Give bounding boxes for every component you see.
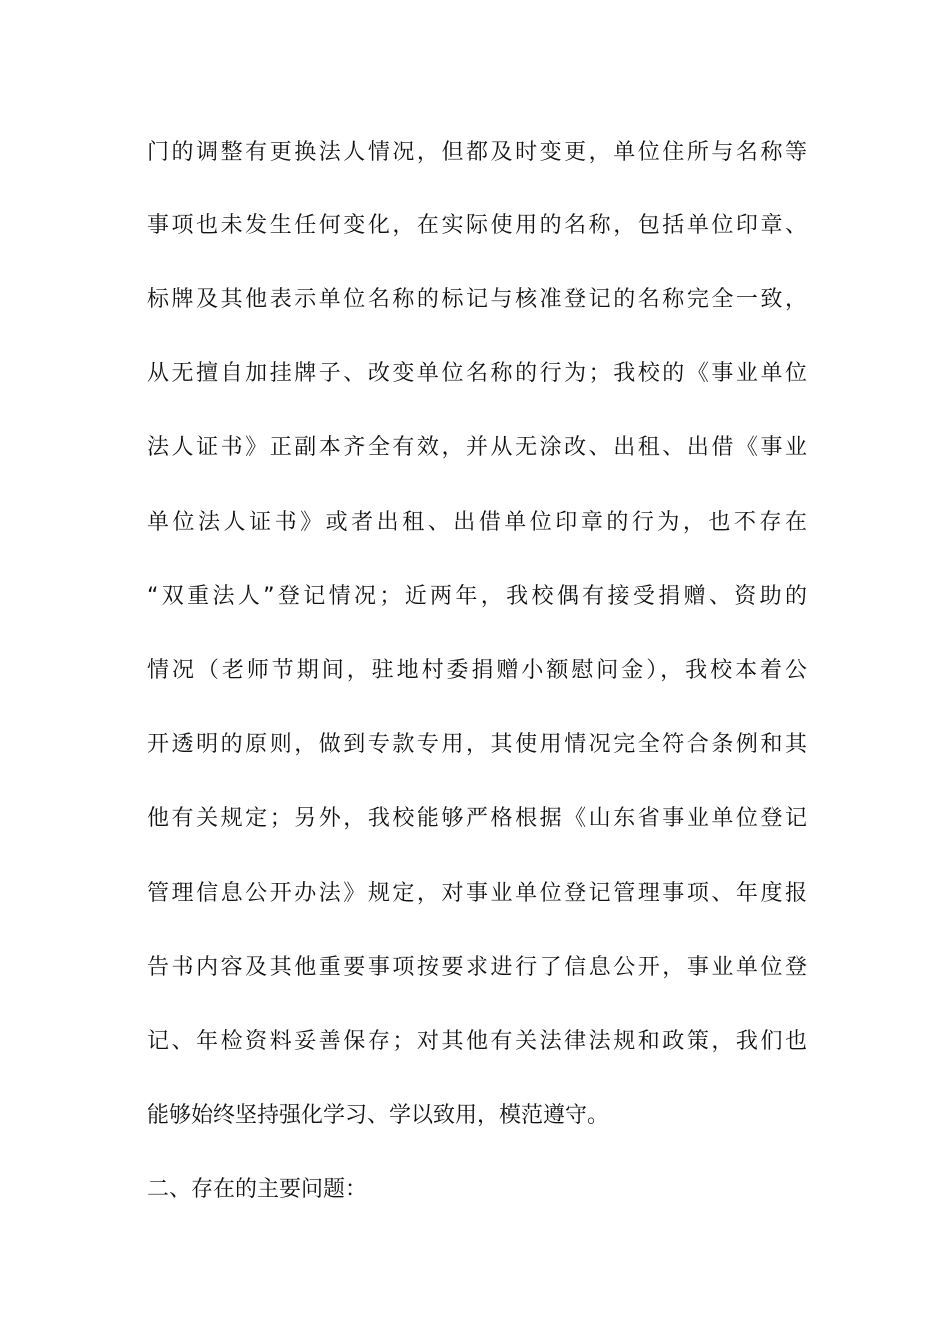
paragraph-line-2: 事项也未发生任何变化，在实际使用的名称，包括单位印章、 <box>147 213 807 238</box>
paragraph-line-8: 情况（老师节期间，驻地村委捐赠小额慰问金），我校本着公 <box>147 658 807 683</box>
paragraph-line-10: 他有关规定；另外，我校能够严格根据《山东省事业单位登记 <box>147 806 807 831</box>
paragraph-line-3: 标牌及其他表示单位名称的标记与核准登记的名称完全一致， <box>147 287 807 312</box>
paragraph-line-7: “双重法人”登记情况；近两年，我校偶有接受捐赠、资助的 <box>147 584 807 609</box>
section-heading: 二、存在的主要问题： <box>147 1177 368 1202</box>
paragraph-line-4: 从无擅自加挂牌子、改变单位名称的行为；我校的《事业单位 <box>147 361 807 386</box>
paragraph-line-13: 记、年检资料妥善保存；对其他有关法律法规和政策，我们也 <box>147 1029 807 1054</box>
paragraph-line-11: 管理信息公开办法》规定，对事业单位登记管理事项、年度报 <box>147 881 807 906</box>
paragraph-line-12: 告书内容及其他重要事项按要求进行了信息公开，事业单位登 <box>147 955 807 980</box>
paragraph-line-5: 法人证书》正副本齐全有效，并从无涂改、出租、出借《事业 <box>147 435 807 460</box>
paragraph-line-6: 单位法人证书》或者出租、出借单位印章的行为，也不存在 <box>147 510 807 535</box>
paragraph-line-1: 门的调整有更换法人情况，但都及时变更，单位住所与名称等 <box>147 140 807 165</box>
paragraph-line-14: 能够始终坚持强化学习、学以致用，模范遵守。 <box>147 1103 610 1128</box>
paragraph-line-9: 开透明的原则，做到专款专用，其使用情况完全符合条例和其 <box>147 732 807 757</box>
